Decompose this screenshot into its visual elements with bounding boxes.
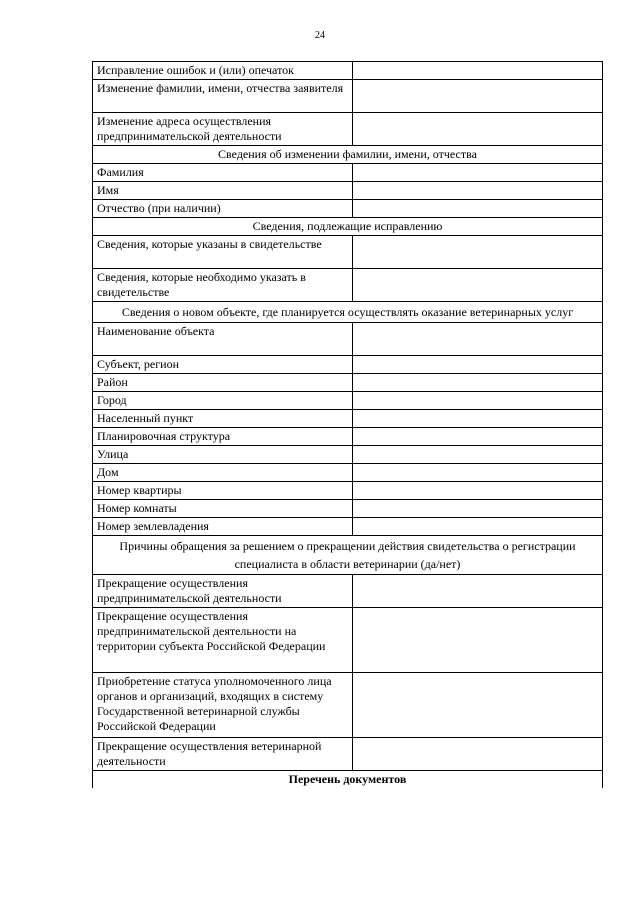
application-form-table bbox=[92, 61, 603, 788]
table-row bbox=[93, 374, 603, 392]
value-cell-room[interactable] bbox=[353, 500, 603, 518]
row-label-region: Субъект, регион bbox=[93, 356, 353, 374]
row-label-business-termination: Прекращение осуществления предпринимательской деятельности bbox=[93, 575, 353, 608]
table-row bbox=[93, 236, 603, 269]
table-row bbox=[93, 164, 603, 182]
value-cell-required-info[interactable] bbox=[353, 269, 603, 302]
row-label-object-name: Наименование объекта bbox=[93, 323, 353, 356]
row-label-authorized-status: Приобретение статуса уполномоченного лица органов и организаций, входящих в систему Государственной ветеринарной службы Российской Федерации bbox=[93, 673, 353, 738]
value-cell-first-name[interactable] bbox=[353, 182, 603, 200]
page-number: 24 bbox=[315, 30, 325, 41]
value-cell-error-correction[interactable] bbox=[353, 62, 603, 80]
section-row bbox=[93, 536, 603, 575]
row-label-settlement: Населенный пункт bbox=[93, 410, 353, 428]
value-cell-current-info[interactable] bbox=[353, 236, 603, 269]
table-row bbox=[93, 738, 603, 771]
table-row bbox=[93, 464, 603, 482]
row-label-apartment: Номер квартиры bbox=[93, 482, 353, 500]
table-row bbox=[93, 673, 603, 738]
value-cell-region[interactable] bbox=[353, 356, 603, 374]
table-row bbox=[93, 182, 603, 200]
table-row bbox=[93, 428, 603, 446]
value-cell-house[interactable] bbox=[353, 464, 603, 482]
row-label-first-name: Имя bbox=[93, 182, 353, 200]
value-cell-settlement[interactable] bbox=[353, 410, 603, 428]
table-row bbox=[93, 200, 603, 218]
value-cell-object-name[interactable] bbox=[353, 323, 603, 356]
table-row bbox=[93, 392, 603, 410]
row-label-district: Район bbox=[93, 374, 353, 392]
section-row bbox=[93, 302, 603, 323]
table-row bbox=[93, 575, 603, 608]
value-cell-apartment[interactable] bbox=[353, 482, 603, 500]
value-cell-land-plot[interactable] bbox=[353, 518, 603, 536]
value-cell-vet-termination[interactable] bbox=[353, 738, 603, 771]
table-row bbox=[93, 356, 603, 374]
section-row bbox=[93, 146, 603, 164]
table-row bbox=[93, 518, 603, 536]
row-label-vet-termination: Прекращение осуществления ветеринарной деятельности bbox=[93, 738, 353, 771]
table-row bbox=[93, 500, 603, 518]
section-row bbox=[93, 771, 603, 789]
row-label-error-correction: Исправление ошибок и (или) опечаток bbox=[93, 62, 353, 80]
table-row bbox=[93, 323, 603, 356]
row-label-land-plot: Номер землевладения bbox=[93, 518, 353, 536]
row-label-street: Улица bbox=[93, 446, 353, 464]
row-label-name-change: Изменение фамилии, имени, отчества заявителя bbox=[93, 80, 353, 113]
row-label-current-info: Сведения, которые указаны в свидетельстве bbox=[93, 236, 353, 269]
value-cell-authorized-status[interactable] bbox=[353, 673, 603, 738]
table-row bbox=[93, 80, 603, 113]
table-row bbox=[93, 410, 603, 428]
row-label-house: Дом bbox=[93, 464, 353, 482]
table-row bbox=[93, 269, 603, 302]
value-cell-patronymic[interactable] bbox=[353, 200, 603, 218]
value-cell-planning-structure[interactable] bbox=[353, 428, 603, 446]
row-label-surname: Фамилия bbox=[93, 164, 353, 182]
value-cell-business-termination[interactable] bbox=[353, 575, 603, 608]
table-row bbox=[93, 608, 603, 673]
value-cell-surname[interactable] bbox=[353, 164, 603, 182]
section-title-termination: Причины обращения за решением о прекращении действия свидетельства о регистрации специалиста в области ветеринарии (да/нет) bbox=[93, 536, 603, 575]
value-cell-regional-termination[interactable] bbox=[353, 608, 603, 673]
row-label-regional-termination: Прекращение осуществления предпринимательской деятельности на территории субъекта Российской Федерации bbox=[93, 608, 353, 673]
table-row bbox=[93, 62, 603, 80]
row-label-patronymic: Отчество (при наличии) bbox=[93, 200, 353, 218]
section-title-name-change: Сведения об изменении фамилии, имени, отчества bbox=[93, 146, 603, 164]
table-row bbox=[93, 482, 603, 500]
table-row bbox=[93, 446, 603, 464]
table-row bbox=[93, 113, 603, 146]
value-cell-name-change[interactable] bbox=[353, 80, 603, 113]
row-label-address-change: Изменение адреса осуществления предпринимательской деятельности bbox=[93, 113, 353, 146]
row-label-room: Номер комнаты bbox=[93, 500, 353, 518]
value-cell-street[interactable] bbox=[353, 446, 603, 464]
section-title-correction: Сведения, подлежащие исправлению bbox=[93, 218, 603, 236]
section-row bbox=[93, 218, 603, 236]
value-cell-address-change[interactable] bbox=[353, 113, 603, 146]
value-cell-city[interactable] bbox=[353, 392, 603, 410]
section-title-new-object: Сведения о новом объекте, где планируется осуществлять оказание ветеринарных услуг bbox=[93, 302, 603, 323]
row-label-city: Город bbox=[93, 392, 353, 410]
section-title-documents: Перечень документов bbox=[93, 771, 603, 789]
row-label-required-info: Сведения, которые необходимо указать в свидетельстве bbox=[93, 269, 353, 302]
value-cell-district[interactable] bbox=[353, 374, 603, 392]
row-label-planning-structure: Планировочная структура bbox=[93, 428, 353, 446]
